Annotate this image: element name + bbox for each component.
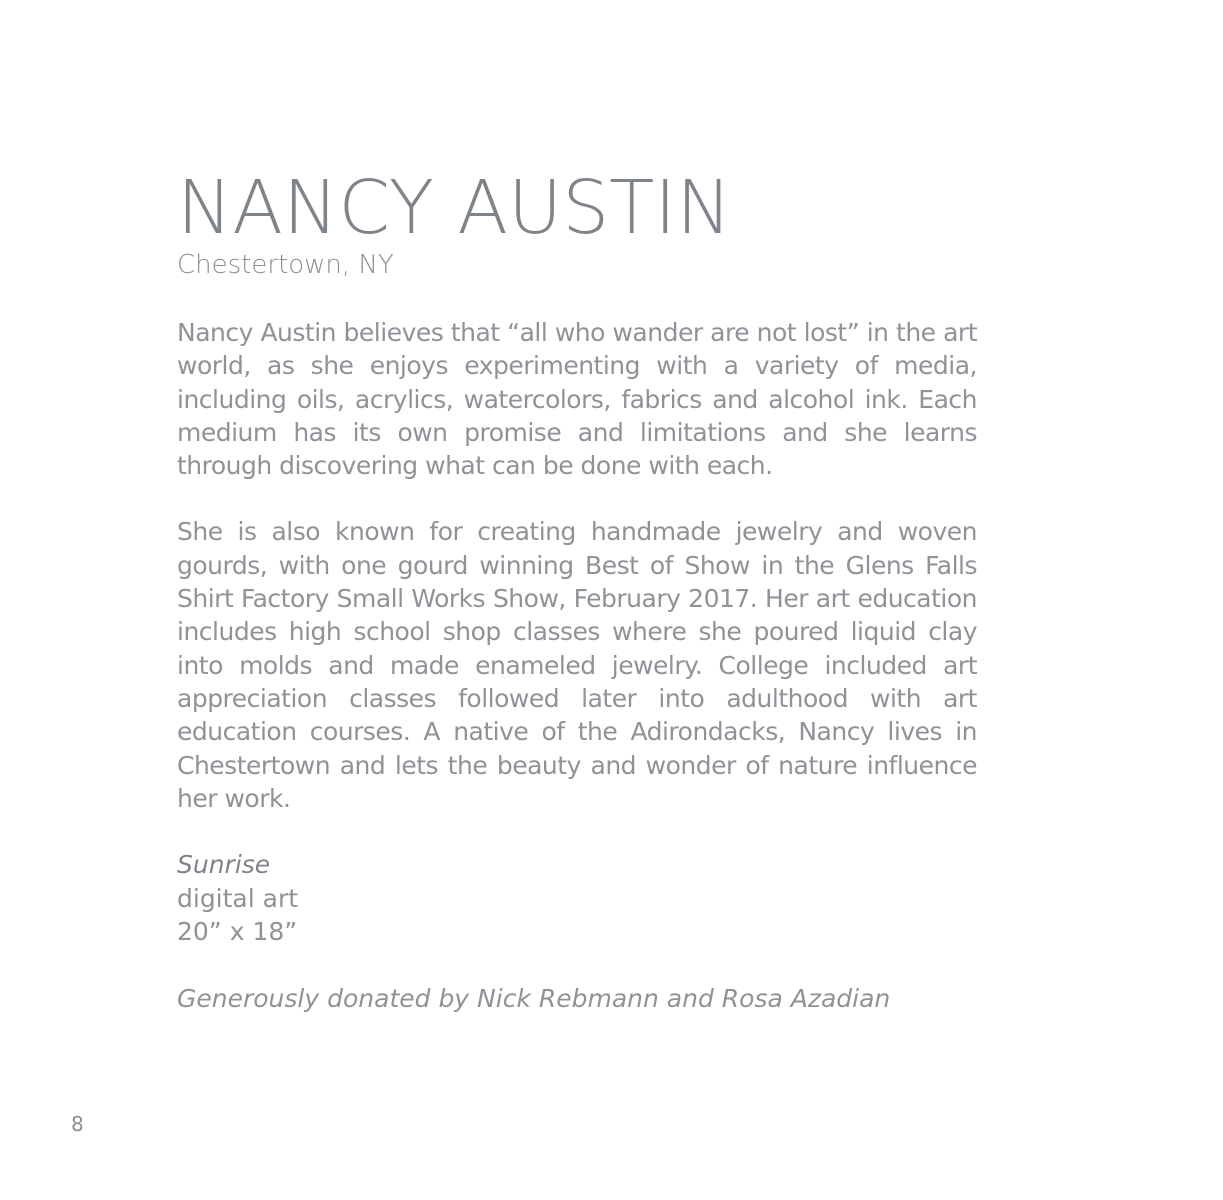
bio-paragraph-2: She is also known for creating handmade jewelry and woven gourds, with one gourd winning Best of Show in the Glens Falls Shirt Factory Small Works Show, February 2017. Her art education includes high school shop classes where she poured liquid clay into molds and made enameled jewelry. College included art appreciation classes followed later into adulthood with art education courses. A native of the Adirondacks, Nancy lives in Chestertown and lets the beauty and wonder of nature influence her work.: [177, 517, 977, 813]
page-number: 8: [71, 1112, 84, 1136]
artwork-title: Sunrise: [177, 850, 271, 880]
donation-credit: Generously donated by Nick Rebmann and Rosa Azadian: [177, 983, 891, 1013]
artwork-info: [177, 848, 977, 949]
artwork-dimensions: 20” x 18”: [177, 917, 298, 947]
artist-entry: [177, 165, 977, 1015]
artwork-medium: digital art: [177, 883, 299, 913]
artist-name: NANCY AUSTIN: [177, 165, 732, 251]
bio-paragraph-1: Nancy Austin believes that “all who wander are not lost” in the art world, as she enjoys experimenting with a variety of media, including oils, acrylics, watercolors, fabrics and alcohol ink. Each medium has its own promise and limitations and she learns through discovering what can be done with each.: [177, 318, 977, 481]
artist-location: Chestertown, NY: [177, 250, 394, 280]
